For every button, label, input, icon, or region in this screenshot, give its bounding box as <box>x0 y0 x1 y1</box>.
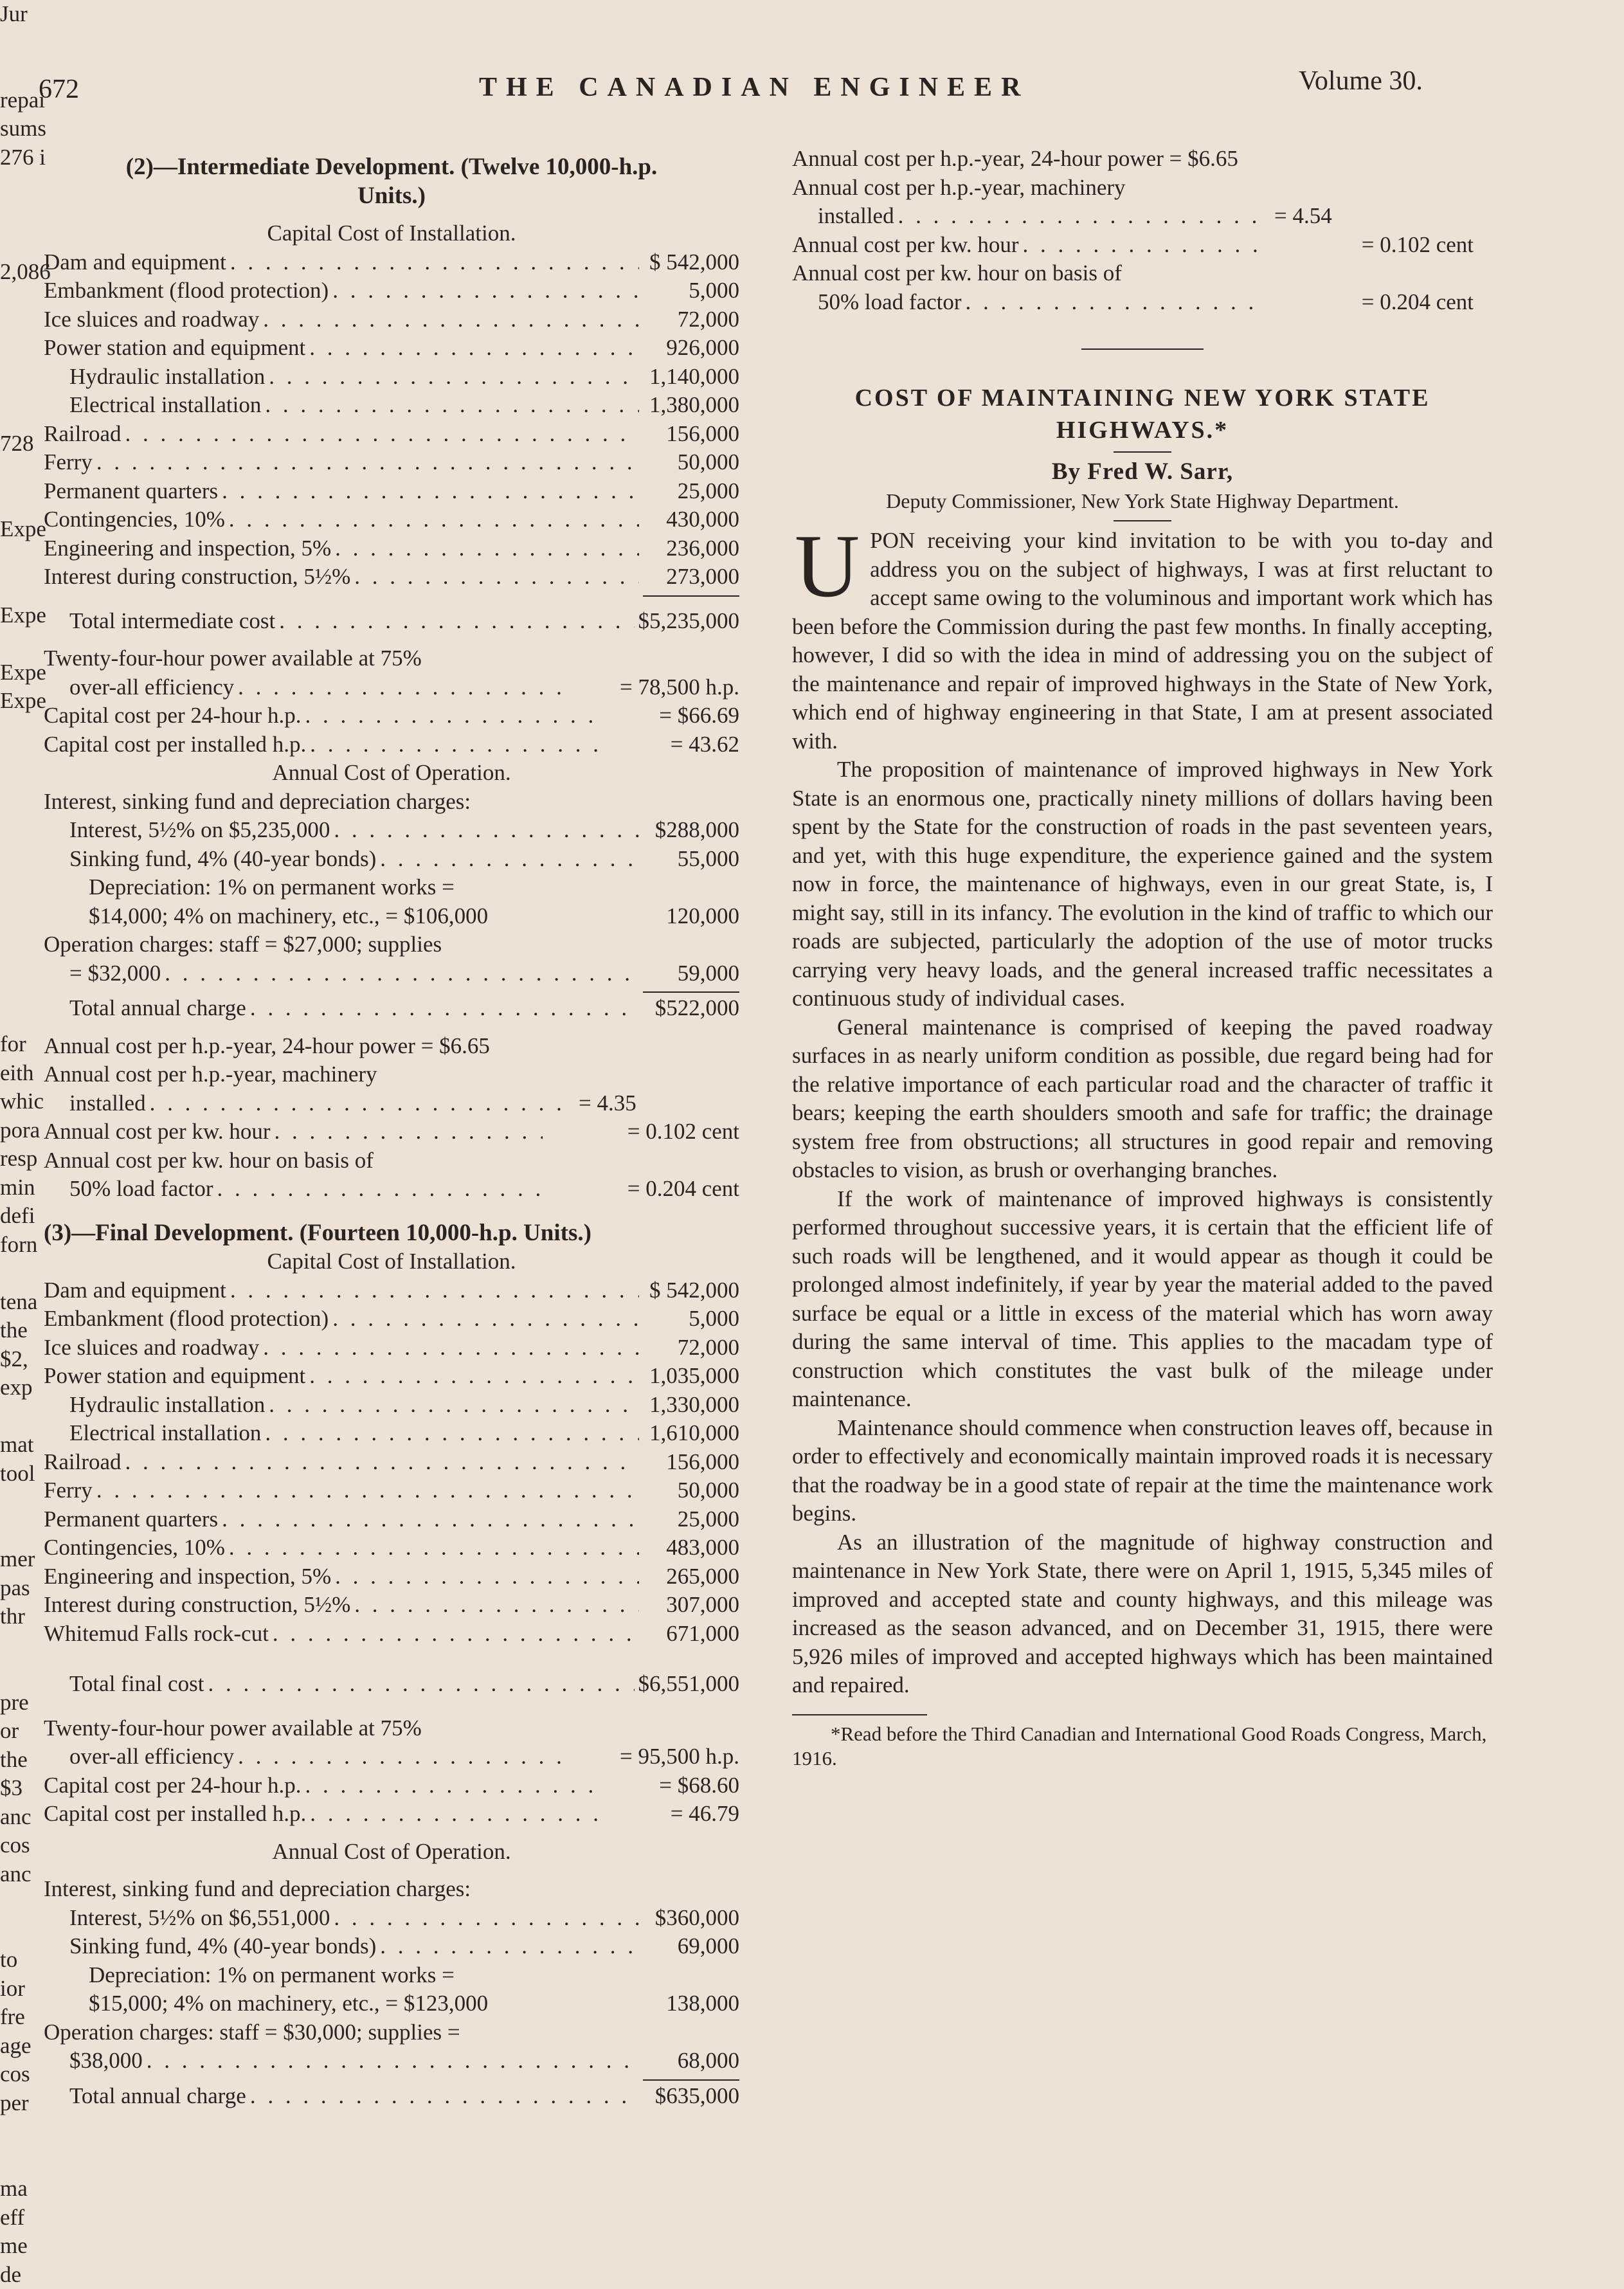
item-value: 72,000 <box>643 305 739 334</box>
fragment-line: the <box>0 1316 57 1345</box>
item-label: Power station and equipment <box>44 1362 305 1391</box>
fragment-line: eith <box>0 1059 57 1088</box>
fragment-line: fre <box>0 2003 57 2032</box>
fragment-line: anc <box>0 1860 57 1889</box>
table-row <box>44 563 739 592</box>
item-value: 926,000 <box>643 334 739 363</box>
table-row <box>44 1362 739 1391</box>
item-label: Engineering and inspection, 5% <box>44 534 331 563</box>
table-row <box>44 505 739 534</box>
final-heading: (3)—Final Development. (Fourteen 10,000-h.p. Units.) <box>44 1219 739 1248</box>
drop-cap: U <box>792 527 870 602</box>
fragment-line: resp <box>0 1144 57 1173</box>
intermediate-sinking-row: Sinking fund, 4% (40-year bonds) . . . 55,000 <box>44 845 739 874</box>
item-label: Interest during construction, 5½% <box>44 563 350 592</box>
table-row <box>44 363 739 392</box>
item-label: Permanent quarters <box>44 477 218 506</box>
final-charges-heading: Interest, sinking fund and depreciation charges: <box>44 1875 739 1904</box>
intermediate-dep-line: Depreciation: 1% on permanent works = <box>44 873 739 902</box>
intermediate-power-line: Twenty-four-hour power available at 75% <box>44 644 739 673</box>
final-interest-row: Interest, 5½% on $6,551,000 . . . $360,000 <box>44 1904 739 1933</box>
item-label: Contingencies, 10% <box>44 1534 225 1562</box>
fragment-line: for <box>0 1030 57 1059</box>
article-title-line2: HIGHWAYS.* <box>792 414 1493 446</box>
table-row <box>44 477 739 506</box>
intermediate-kw-row: Annual cost per kw. hour . . . = 0.102 cent <box>44 1117 739 1146</box>
final-sinking-row: Sinking fund, 4% (40-year bonds) . . . 69,000 <box>44 1932 739 1961</box>
item-label: Hydraulic installation <box>69 363 265 392</box>
table-row <box>44 1391 739 1420</box>
title-rule <box>1114 451 1171 453</box>
fragment-line: per <box>0 2089 57 2118</box>
item-value: 671,000 <box>643 1620 739 1649</box>
fragment-line: 728 <box>0 430 57 458</box>
table-row <box>44 1305 739 1334</box>
cont-hp24-line: Annual cost per h.p.-year, 24-hour power = $6.65 <box>792 145 1493 174</box>
fragment-line: forn <box>0 1231 57 1260</box>
fragment-line: de <box>0 2261 57 2289</box>
fragment-line: Expe <box>0 687 57 716</box>
table-row <box>44 305 739 334</box>
item-value: 50,000 <box>643 448 739 477</box>
item-value: 236,000 <box>643 534 739 563</box>
page-number: 672 <box>39 74 79 105</box>
item-value: 25,000 <box>643 477 739 506</box>
article-paragraph-5: Maintenance should commence when construction leaves off, because in order to effectively and economically maintain improved roads it is necessary that the roadway be in a good state of repair at the time the maintenance work begins. <box>792 1414 1493 1528</box>
table-row <box>44 1334 739 1362</box>
article-paragraph-6: As an illustration of the magnitude of highway construction and maintenance in New York State, there were on April 1, 1915, 5,345 miles of improved and accepted state and county highways, and this mileage was increased as the season advanced, and on December 31, 1915, there were 5,926 miles of improved and accepted highways which has been maintained and repaired. <box>792 1528 1493 1700</box>
intermediate-interest-row: Interest, 5½% on $5,235,000 . . . $288,000 <box>44 816 739 845</box>
fragment-line: ior <box>0 1975 57 2004</box>
final-capital-table <box>44 1276 739 1649</box>
final-total-row: Total final cost . . . $6,551,000 <box>44 1670 739 1699</box>
intermediate-op-line: Operation charges: staff = $27,000; supplies <box>44 930 739 959</box>
section-divider <box>1081 348 1204 350</box>
article-footnote: *Read before the Third Canadian and International Good Roads Congress, March, 1916. <box>792 1722 1493 1771</box>
fragment-line: Expe <box>0 515 57 544</box>
fragment-line: 276 i <box>0 143 57 172</box>
item-value: 483,000 <box>643 1534 739 1562</box>
fragment-line: mer <box>0 1545 57 1574</box>
intermediate-kw50-row: 50% load factor . . . = 0.204 cent <box>44 1175 739 1204</box>
final-annual-heading: Annual Cost of Operation. <box>44 1838 739 1867</box>
item-label: Ferry <box>44 448 93 477</box>
final-dep-row: $15,000; 4% on machinery, etc., = $123,000 138,000 <box>44 1989 739 2018</box>
fragment-line: $2, <box>0 1345 57 1374</box>
cont-kw50-row: 50% load factor . . . = 0.204 cent <box>792 288 1474 317</box>
fragment-line: Jur <box>0 0 57 29</box>
intermediate-capital-table <box>44 248 739 592</box>
intermediate-hpmach-line: Annual cost per h.p.-year, machinery <box>44 1060 739 1089</box>
table-row <box>44 1448 739 1477</box>
table-row <box>44 1620 739 1649</box>
middle-column <box>792 145 1493 1771</box>
fragment-line: pre <box>0 1688 57 1717</box>
fragment-line: defi <box>0 1202 57 1231</box>
item-label: Interest during construction, 5½% <box>44 1591 350 1620</box>
item-value: 156,000 <box>643 1448 739 1477</box>
fragment-line: ma <box>0 2175 57 2203</box>
fragment-line: exp <box>0 1373 57 1402</box>
table-row <box>44 334 739 363</box>
fragment-line: or <box>0 1717 57 1746</box>
fragment-line: the <box>0 1746 57 1775</box>
item-value: 5,000 <box>643 1305 739 1334</box>
table-row <box>44 1505 739 1534</box>
total-rule <box>643 2079 739 2081</box>
intermediate-hpmach-row: installed . . . = 4.35 <box>44 1089 739 1118</box>
intermediate-kw50-line: Annual cost per kw. hour on basis of <box>44 1146 739 1175</box>
fragment-line: mat <box>0 1431 57 1460</box>
intermediate-op-row: = $32,000 . . . 59,000 <box>44 959 739 988</box>
intermediate-heading: (2)—Intermediate Development. (Twelve 10,000-h.p. Units.) <box>44 153 739 210</box>
article-byline: By Fred W. Sarr, <box>792 458 1493 487</box>
fragment-line: age <box>0 2032 57 2061</box>
item-label: Electrical installation <box>69 391 261 420</box>
table-row <box>44 1476 739 1505</box>
final-op-line: Operation charges: staff = $30,000; supplies = <box>44 2018 739 2047</box>
fragment-line: $3 <box>0 1774 57 1803</box>
article-paragraph-2: The proposition of maintenance of improved highways in New York State is an enormous one, practically ninety millions of dollars having been spent by the State for the construction of roads in the past seventeen years, and yet, with this huge expenditure, the experience gained and the system now in force, the maintenance of highways, even in our great State, is, I might say, still in its infancy. The evolution in the kind of traffic to which our roads are subjected, particularly the adoption of the use of motor trucks carrying very heavy loads, and the general increased traffic necessitates a continuous study of individual cases. <box>792 755 1493 1013</box>
fragment-line: pora <box>0 1116 57 1145</box>
item-label: Railroad <box>44 1448 122 1477</box>
intermediate-annual-total-row: Total annual charge . . . $522,000 <box>44 994 739 1023</box>
cont-hpmach-line: Annual cost per h.p.-year, machinery <box>792 174 1493 203</box>
journal-title: THE CANADIAN ENGINEER <box>479 72 1029 103</box>
fragment-line: tool <box>0 1460 57 1488</box>
total-rule <box>643 991 739 993</box>
article-paragraph-1: UPON receiving your kind invitation to be with you to-day and address you on the subject of highways, I was at first reluctant to accept same owing to the voluminous and important work which has been before the Commission during the past few months. In finally accepting, however, I did so with the idea in mind of addressing you on the subject of the maintenance and repair of improved highways in the State of New York, which end of highway engineering in that State, I am at present associated with. <box>792 527 1493 755</box>
item-value: 25,000 <box>643 1505 739 1534</box>
intermediate-capital-heading: Capital Cost of Installation. <box>44 219 739 248</box>
table-row <box>44 1591 739 1620</box>
fragment-line: anc <box>0 1803 57 1832</box>
intermediate-charges-heading: Interest, sinking fund and depreciation charges: <box>44 788 739 817</box>
item-label: Hydraulic installation <box>69 1391 265 1420</box>
item-label: Ice sluices and roadway <box>44 1334 259 1362</box>
intermediate-annual-heading: Annual Cost of Operation. <box>44 759 739 788</box>
article-byline-title: Deputy Commissioner, New York State Highway Department. <box>792 487 1493 516</box>
article-paragraph-4: If the work of maintenance of improved highways is consistently performed throughout successive years, it is certain that the efficient life of such roads will be lengthened, and it would appear as though it could be prolonged almost indefinitely, if year by year the material added to the paved surface be equal or a little in excess of the material which has worn away during the same interval of time. This applies to the macadam type of construction which constitutes the vast bulk of the mileage under maintenance. <box>792 1185 1493 1414</box>
final-cap24-row: Capital cost per 24-hour h.p. . . . = $68.60 <box>44 1771 739 1800</box>
final-op-row: $38,000 . . . 68,000 <box>44 2047 739 2076</box>
table-row <box>44 248 739 277</box>
fragment-line: thr <box>0 1602 57 1631</box>
article-paragraph-3: General maintenance is comprised of keeping the paved roadway surfaces in as nearly uniform condition as possible, due regard being had for the relative importance of each particular road and the character of traffic it bears; keeping the earth shoulders smooth and safe for traffic; the drainage system free from obstructions; all structures in good repair and removing obstacles to vision, as brush or overhanging branches. <box>792 1013 1493 1185</box>
intermediate-dep-row: $14,000; 4% on machinery, etc., = $106,000 120,000 <box>44 902 739 931</box>
item-label: Embankment (flood protection) <box>44 276 329 305</box>
final-capinst-row: Capital cost per installed h.p. . . . = 46.79 <box>44 1800 739 1829</box>
fragment-line: Expe <box>0 601 57 630</box>
item-value: 307,000 <box>643 1591 739 1620</box>
table-row <box>44 1534 739 1562</box>
final-dep-line: Depreciation: 1% on permanent works = <box>44 1961 739 1990</box>
final-capital-heading: Capital Cost of Installation. <box>44 1247 739 1276</box>
item-label: Railroad <box>44 420 122 449</box>
item-value: 1,035,000 <box>643 1362 739 1391</box>
fragment-line: to <box>0 1946 57 1975</box>
final-power-line: Twenty-four-hour power available at 75% <box>44 1714 739 1743</box>
volume-label: Volume 30. <box>1299 66 1423 96</box>
intermediate-hp24-line: Annual cost per h.p.-year, 24-hour power = $6.65 <box>44 1032 739 1061</box>
byline-rule <box>1114 520 1171 521</box>
left-column <box>44 153 739 2110</box>
fragment-line <box>0 2117 57 2146</box>
fragment-line: tena <box>0 1288 57 1317</box>
item-value: 273,000 <box>643 563 739 592</box>
table-row <box>44 448 739 477</box>
item-value: 265,000 <box>643 1562 739 1591</box>
final-power-row: over-all efficiency . . . = 95,500 h.p. <box>44 1742 739 1771</box>
item-value: 50,000 <box>643 1476 739 1505</box>
fragment-line: sums <box>0 114 57 143</box>
intermediate-power-row: over-all efficiency . . . = 78,500 h.p. <box>44 673 739 702</box>
item-value: 1,610,000 <box>643 1419 739 1448</box>
fragment-line: cos <box>0 2060 57 2089</box>
item-value: 1,380,000 <box>643 391 739 420</box>
intermediate-cap24-row: Capital cost per 24-hour h.p. . . . = $66.69 <box>44 701 739 730</box>
item-value: $ 542,000 <box>643 1276 739 1305</box>
intermediate-total-row: Total intermediate cost . . . $5,235,000 <box>44 607 739 636</box>
item-label: Contingencies, 10% <box>44 505 225 534</box>
table-row <box>44 276 739 305</box>
table-row <box>44 420 739 449</box>
item-value: 1,330,000 <box>643 1391 739 1420</box>
item-label: Whitemud Falls rock-cut <box>44 1620 269 1649</box>
footnote-rule <box>792 1714 927 1715</box>
item-label: Embankment (flood protection) <box>44 1305 329 1334</box>
item-label: Permanent quarters <box>44 1505 218 1534</box>
item-value: 430,000 <box>643 505 739 534</box>
fragment-line <box>0 29 57 58</box>
fragment-line: Expe <box>0 658 57 687</box>
fragment-line: min <box>0 1173 57 1202</box>
fragment-line <box>0 2146 57 2175</box>
table-row <box>44 391 739 420</box>
table-row <box>44 1276 739 1305</box>
item-value: 156,000 <box>643 420 739 449</box>
cont-kw50-line: Annual cost per kw. hour on basis of <box>792 259 1493 288</box>
table-row <box>44 1419 739 1448</box>
fragment-line: 2,086 <box>0 258 57 287</box>
fragment-line: pas <box>0 1574 57 1603</box>
table-row <box>44 534 739 563</box>
item-label: Engineering and inspection, 5% <box>44 1562 331 1591</box>
cont-hpmach-row: installed . . . = 4.54 <box>792 202 1371 231</box>
item-label: Dam and equipment <box>44 248 226 277</box>
article-title-line1: COST OF MAINTAINING NEW YORK STATE <box>792 382 1493 414</box>
table-row <box>44 1562 739 1591</box>
cont-kw-row: Annual cost per kw. hour . . . = 0.102 cent <box>792 231 1474 260</box>
item-value: 5,000 <box>643 276 739 305</box>
item-value: 1,140,000 <box>643 363 739 392</box>
total-rule <box>643 595 739 597</box>
intermediate-capinst-row: Capital cost per installed h.p. . . . = 43.62 <box>44 730 739 759</box>
final-annual-total-row: Total annual charge . . . $635,000 <box>44 2082 739 2111</box>
fragment-line: cos <box>0 1831 57 1860</box>
item-label: Ferry <box>44 1476 93 1505</box>
item-label: Dam and equipment <box>44 1276 226 1305</box>
item-value: 72,000 <box>643 1334 739 1362</box>
fragment-line: me <box>0 2232 57 2261</box>
fragment-line: repai <box>0 86 57 115</box>
fragment-line: whic <box>0 1087 57 1116</box>
item-label: Ice sluices and roadway <box>44 305 259 334</box>
fragment-line: eff <box>0 2203 57 2232</box>
item-label: Electrical installation <box>69 1419 261 1448</box>
item-value: $ 542,000 <box>643 248 739 277</box>
item-label: Power station and equipment <box>44 334 305 363</box>
